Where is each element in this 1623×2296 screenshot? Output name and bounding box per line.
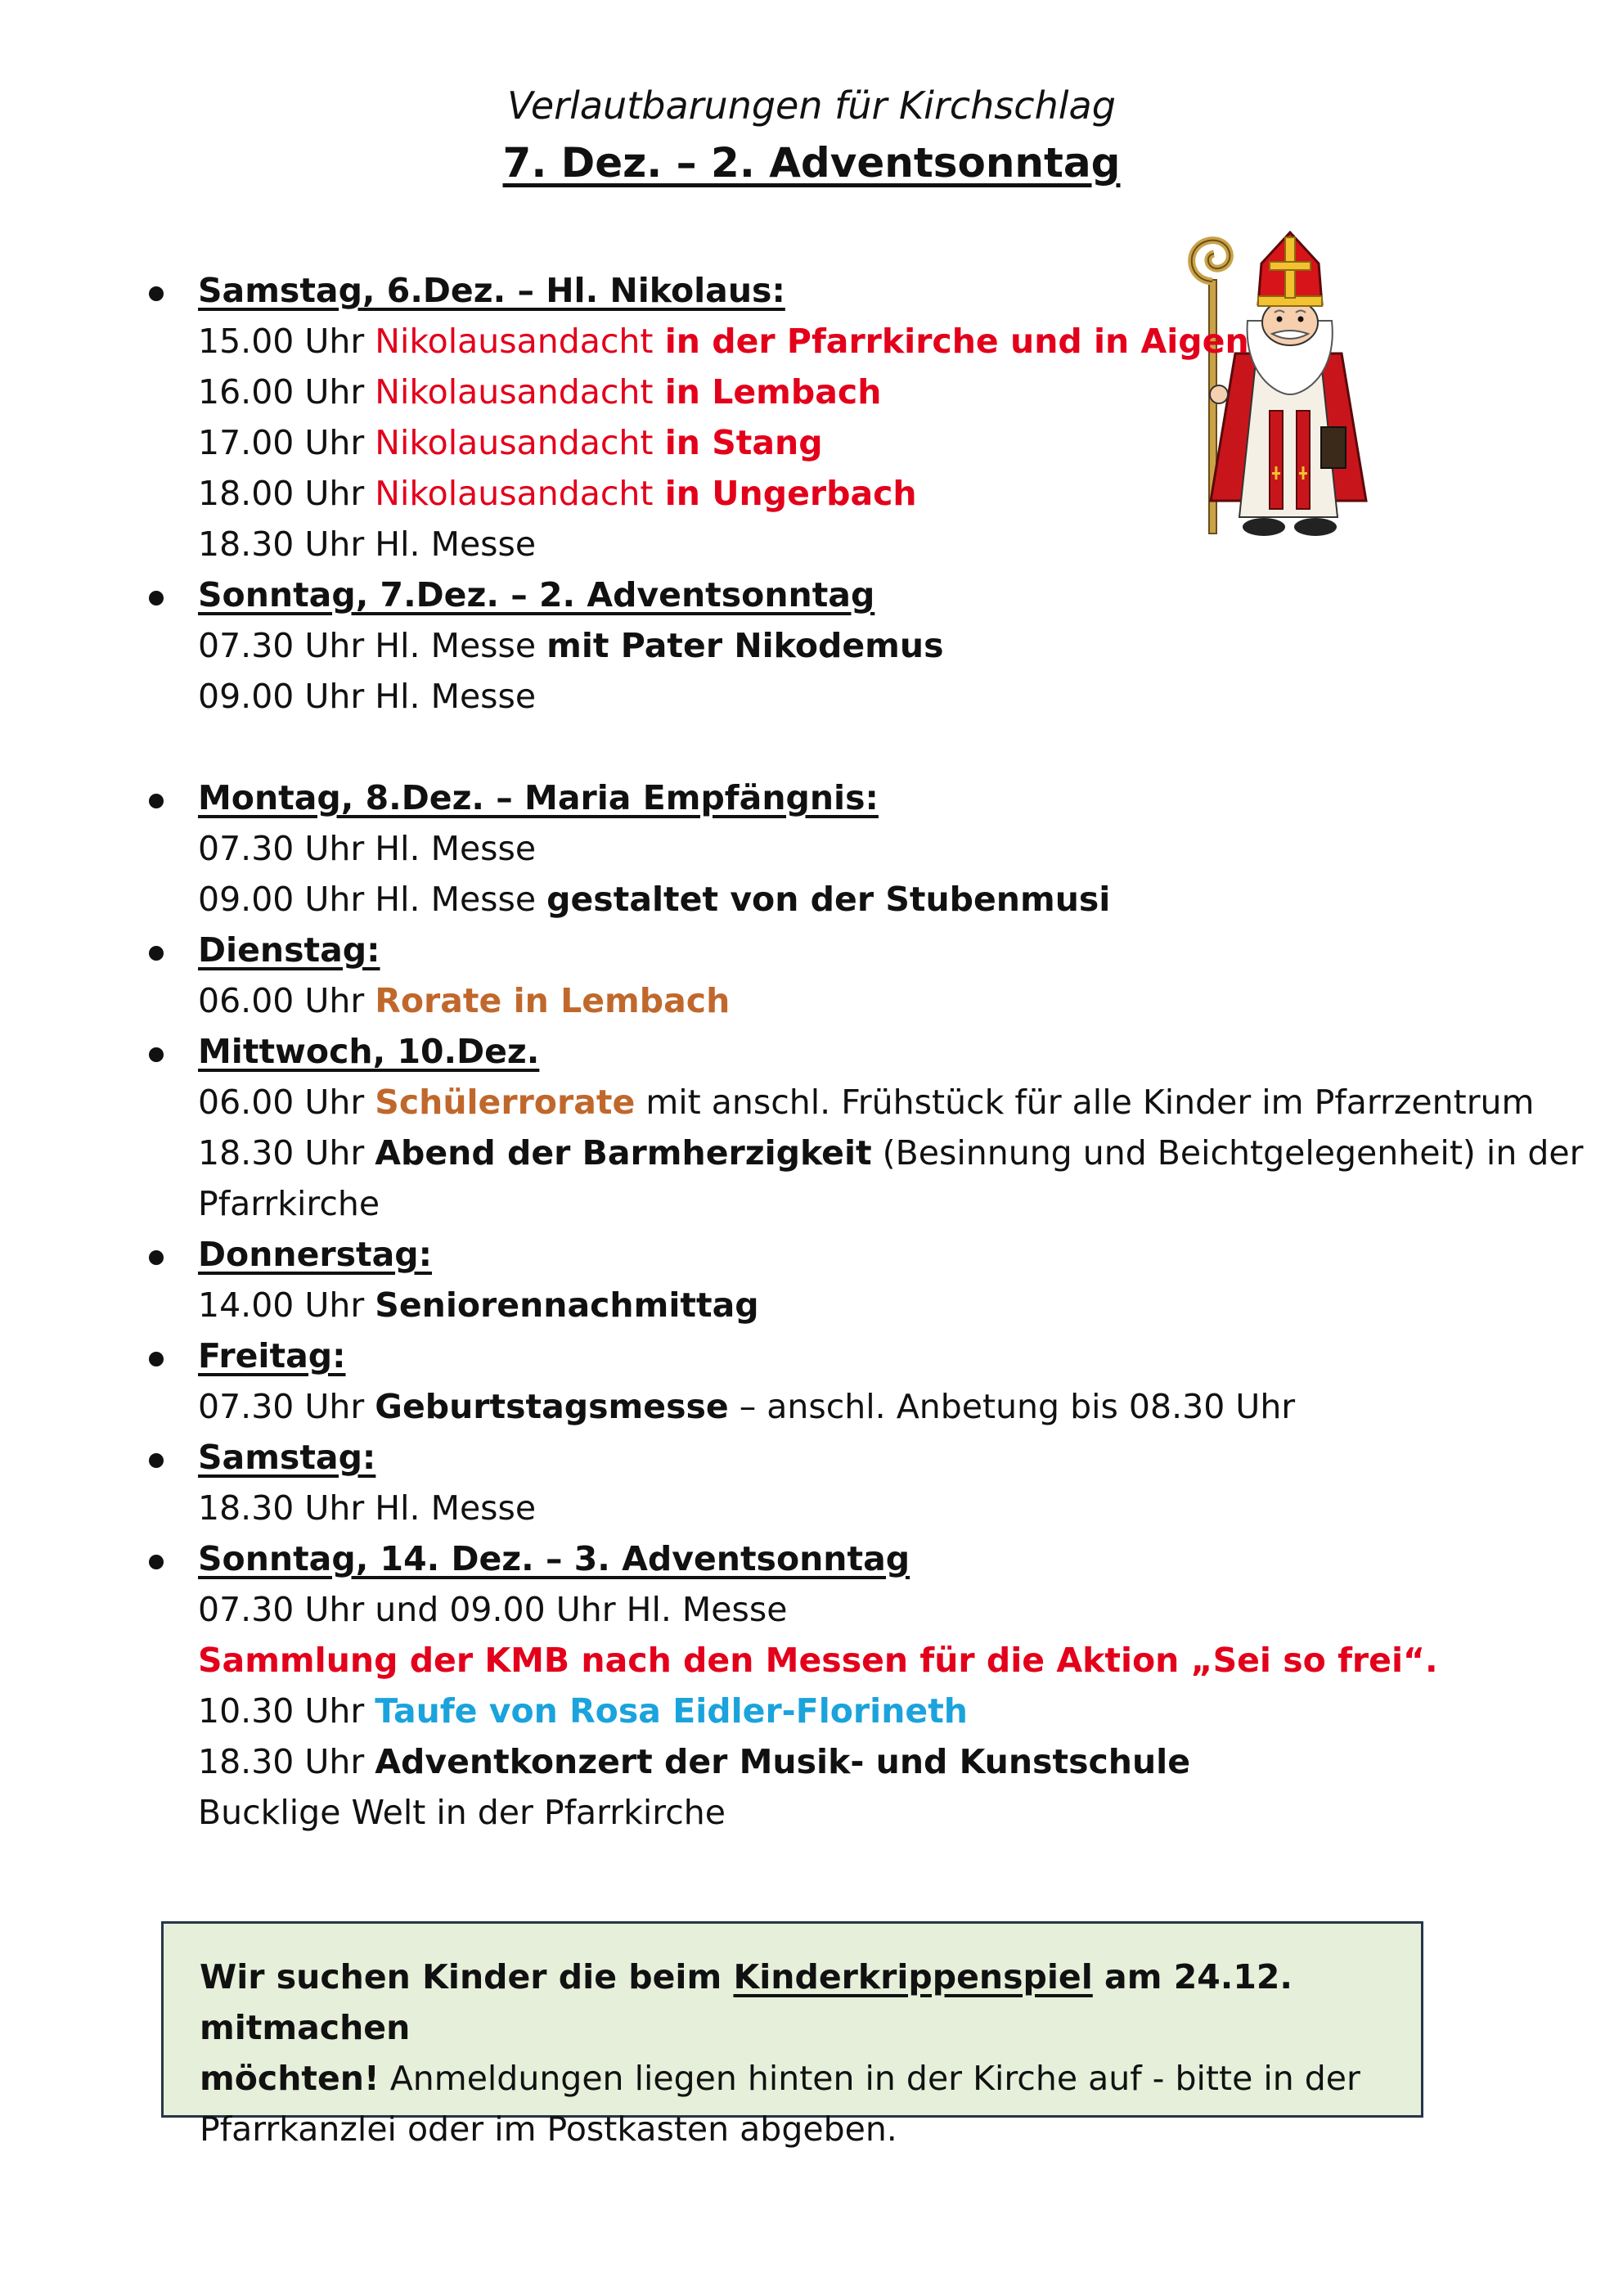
schedule-line: 06.00 Uhr Schülerrorate mit anschl. Frühstück für alle Kinder im Pfarrzentrum bbox=[198, 1083, 1535, 1122]
notice-line: Pfarrkanzlei oder im Postkasten abgeben. bbox=[200, 2109, 897, 2149]
schedule-line: 18.30 Uhr Hl. Messe bbox=[198, 524, 537, 564]
schedule-line: 07.30 Uhr Hl. Messe bbox=[198, 829, 537, 868]
schedule-line: 09.00 Uhr Hl. Messe gestaltet von der Stubenmusi bbox=[198, 880, 1111, 919]
bullet-icon bbox=[149, 1250, 164, 1265]
bullet-icon bbox=[149, 1453, 164, 1468]
schedule-line: 06.00 Uhr Rorate in Lembach bbox=[198, 981, 731, 1020]
nativity-play-notice-box bbox=[161, 1921, 1423, 2149]
schedule-line: 07.30 Uhr Hl. Messe mit Pater Nikodemus bbox=[198, 626, 944, 665]
page-subtitle: Verlautbarungen für Kirchschlag bbox=[507, 83, 1116, 128]
day-heading: Freitag: bbox=[198, 1336, 346, 1375]
bullet-icon bbox=[149, 591, 164, 606]
day-heading: Samstag: bbox=[198, 1438, 376, 1477]
schedule-line: 14.00 Uhr Seniorennachmittag bbox=[198, 1285, 759, 1325]
schedule-line: 16.00 Uhr Nikolausandacht in Lembach bbox=[198, 372, 882, 412]
bullet-icon bbox=[149, 1555, 164, 1569]
schedule-line: 18.30 Uhr Adventkonzert der Musik- und Kunstschule bbox=[198, 1742, 1191, 1781]
day-heading: Dienstag: bbox=[198, 930, 380, 970]
page-title: 7. Dez. – 2. Adventsonntag bbox=[502, 139, 1121, 187]
schedule-line: 18.30 Uhr Abend der Barmherzigkeit (Besinnung und Beichtgelegenheit) in der bbox=[198, 1133, 1584, 1173]
schedule-line: 07.30 Uhr Geburtstagsmesse – anschl. Anbetung bis 08.30 Uhr bbox=[198, 1387, 1296, 1426]
schedule-line: 17.00 Uhr Nikolausandacht in Stang bbox=[198, 423, 823, 462]
bullet-icon bbox=[149, 1352, 164, 1366]
saint-nicholas-illustration bbox=[1178, 231, 1382, 546]
day-heading: Donnerstag: bbox=[198, 1235, 433, 1274]
bullet-icon bbox=[149, 286, 164, 301]
day-heading: Montag, 8.Dez. – Maria Empfängnis: bbox=[198, 778, 879, 817]
schedule-line: Pfarrkirche bbox=[198, 1184, 380, 1223]
day-heading: Sonntag, 7.Dez. – 2. Adventsonntag bbox=[198, 575, 875, 615]
schedule-line: 09.00 Uhr Hl. Messe bbox=[198, 677, 537, 716]
schedule-line: 15.00 Uhr Nikolausandacht in der Pfarrkirche und in Aigen bbox=[198, 322, 1249, 361]
day-heading: Sonntag, 14. Dez. – 3. Adventsonntag bbox=[198, 1539, 910, 1578]
bullet-icon bbox=[149, 794, 164, 808]
day-heading: Mittwoch, 10.Dez. bbox=[198, 1032, 540, 1071]
bullet-icon bbox=[149, 946, 164, 961]
schedule-line: 18.00 Uhr Nikolausandacht in Ungerbach bbox=[198, 474, 917, 513]
notice-line: Wir suchen Kinder die beim Kinderkrippenspiel am 24.12. mitmachen bbox=[200, 1957, 1293, 2047]
collection-notice: Sammlung der KMB nach den Messen für die Aktion „Sei so frei“. bbox=[198, 1641, 1438, 1680]
day-heading: Samstag, 6.Dez. – Hl. Nikolaus: bbox=[198, 271, 785, 310]
nativity-play-term: Kinderkrippenspiel bbox=[733, 1957, 1093, 1997]
bullet-icon bbox=[149, 1047, 164, 1062]
schedule-line: 18.30 Uhr Hl. Messe bbox=[198, 1488, 537, 1528]
schedule-line: Bucklige Welt in der Pfarrkirche bbox=[198, 1793, 726, 1832]
notice-line: möchten! Anmeldungen liegen hinten in der Kirche auf - bitte in der bbox=[200, 2059, 1360, 2098]
schedule-line: 07.30 Uhr und 09.00 Uhr Hl. Messe bbox=[198, 1590, 788, 1629]
schedule-line: 10.30 Uhr Taufe von Rosa Eidler-Florineth bbox=[198, 1691, 968, 1731]
